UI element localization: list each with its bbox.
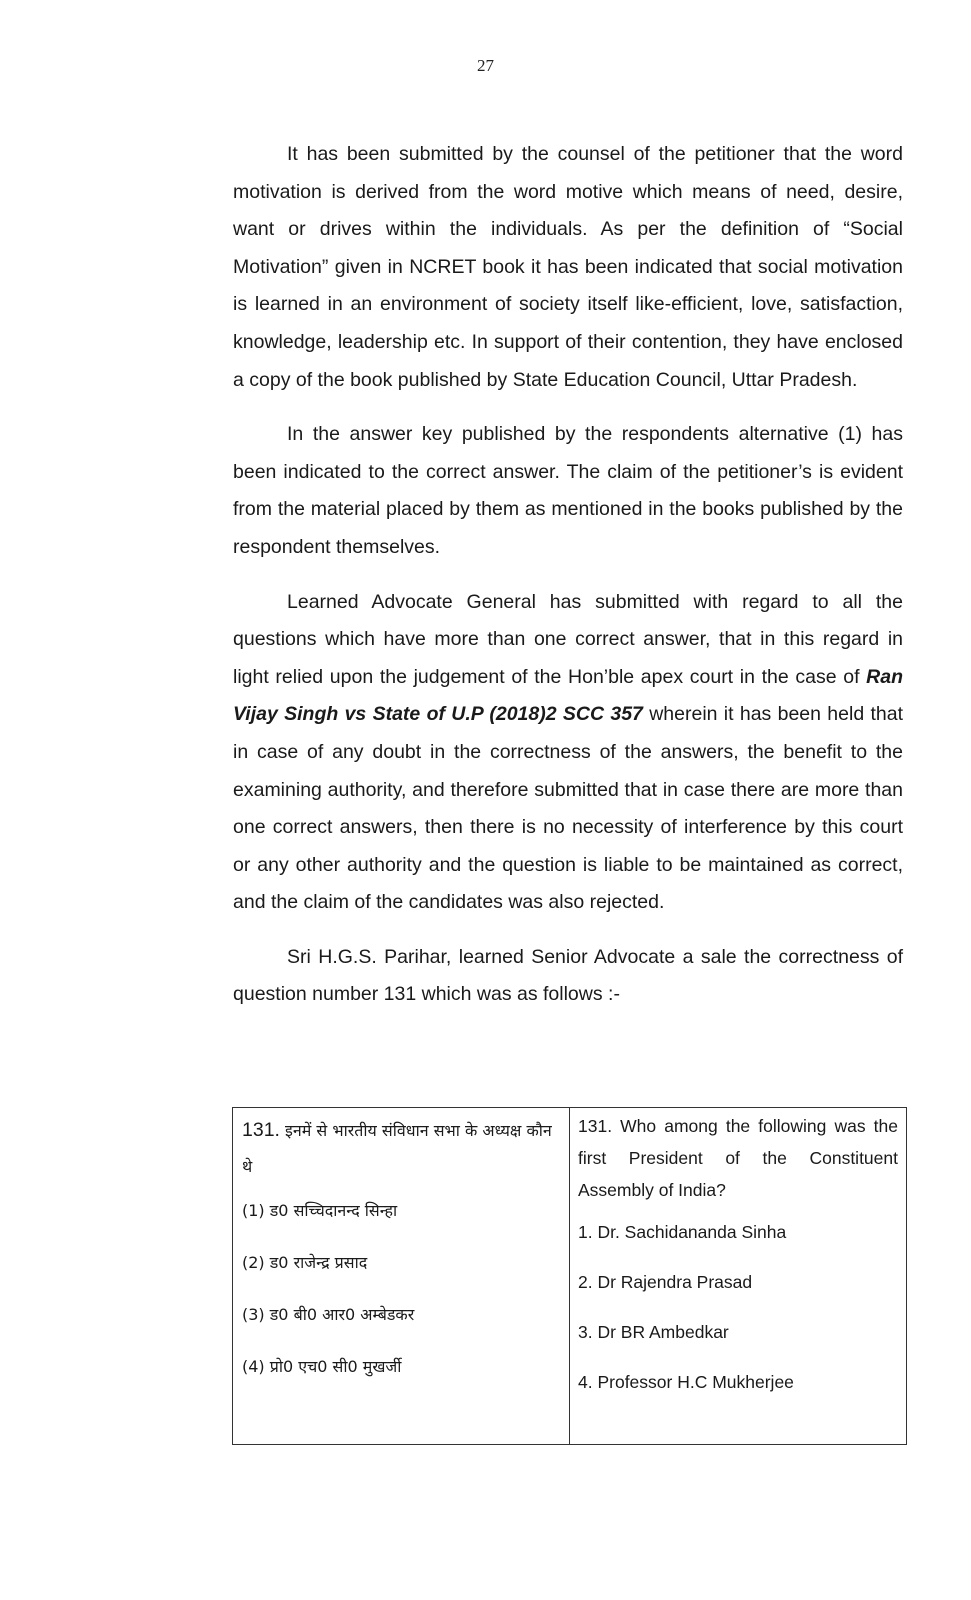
case-citation: Ran Vijay Singh vs State of U.P (2018)2 SCC 357 xyxy=(233,665,903,726)
question-table xyxy=(232,1107,907,1445)
paragraph-advocate-general-text-after: wherein it has been held that in case of any doubt in the correctness of the answers, the benefit to the examining authority, and therefore submitted that in case there are more than one correct answers, then there is no necessity of interference by this court or any other authority and the question is liable to be maintained as correct, and the claim of the candidates was also rejected. xyxy=(233,703,903,914)
paragraph-answer-key: In the answer key published by the respondents alternative (1) has been indicated to the correct answer. The claim of the petitioner’s is evident from the material placed by them as mentioned in the books published by the respondent themselves. xyxy=(233,423,903,558)
hindi-option-2: (2) ड0 राजेन्द्र प्रसाद xyxy=(242,1253,368,1272)
question-table-row xyxy=(233,1108,907,1445)
hindi-question xyxy=(242,1112,559,1185)
paragraph-advocate-general xyxy=(233,584,903,922)
paragraph-senior-advocate: Sri H.G.S. Parihar, learned Senior Advocate a sale the correctness of question number 131 which was as follows :- xyxy=(233,945,903,1006)
page-number: 27 xyxy=(477,56,494,75)
hindi-option-3: (3) ड0 बी0 आर0 अम्बेडकर xyxy=(242,1305,415,1324)
paragraph-petitioner-submission: It has been submitted by the counsel of the petitioner that the word motivation is derived from the word motive which means of need, desire, want or drives within the individuals. As per the definition of “Social Motivation” given in NCRET book it has been indicated that social motivation is learned in an environment of society itself like-efficient, love, satisfaction, knowledge, leadership etc. In support of their contention, they have enclosed a copy of the book published by State Education Council, Uttar Pradesh. xyxy=(233,143,903,391)
hindi-question-text: इनमें से भारतीय संविधान सभा के अध्यक्ष कौन थे xyxy=(242,1121,552,1176)
english-question-text: 131. Who among the following was the first President of the Constituent Assembly of India? xyxy=(578,1116,898,1200)
hindi-question-number: 131. xyxy=(242,1119,280,1141)
english-option-3: 3. Dr BR Ambedkar xyxy=(578,1322,729,1342)
english-option-2: 2. Dr Rajendra Prasad xyxy=(578,1272,753,1292)
hindi-option-4: (4) प्रो0 एच0 सी0 मुखर्जी xyxy=(242,1357,402,1376)
hindi-question-cell xyxy=(233,1108,570,1445)
english-option-4: 4. Professor H.C Mukherjee xyxy=(578,1372,794,1392)
english-question-cell xyxy=(570,1108,907,1445)
english-option-1: 1. Dr. Sachidananda Sinha xyxy=(578,1222,787,1242)
paragraph-advocate-general-text-before: Learned Advocate General has submitted with regard to all the questions which have more than one correct answer, that in this regard in light relied upon the judgement of the Hon’ble apex court in the case of xyxy=(233,590,903,688)
hindi-option-1: (1) ड0 सच्चिदानन्द सिन्हा xyxy=(242,1201,398,1220)
document-body xyxy=(233,136,903,1031)
